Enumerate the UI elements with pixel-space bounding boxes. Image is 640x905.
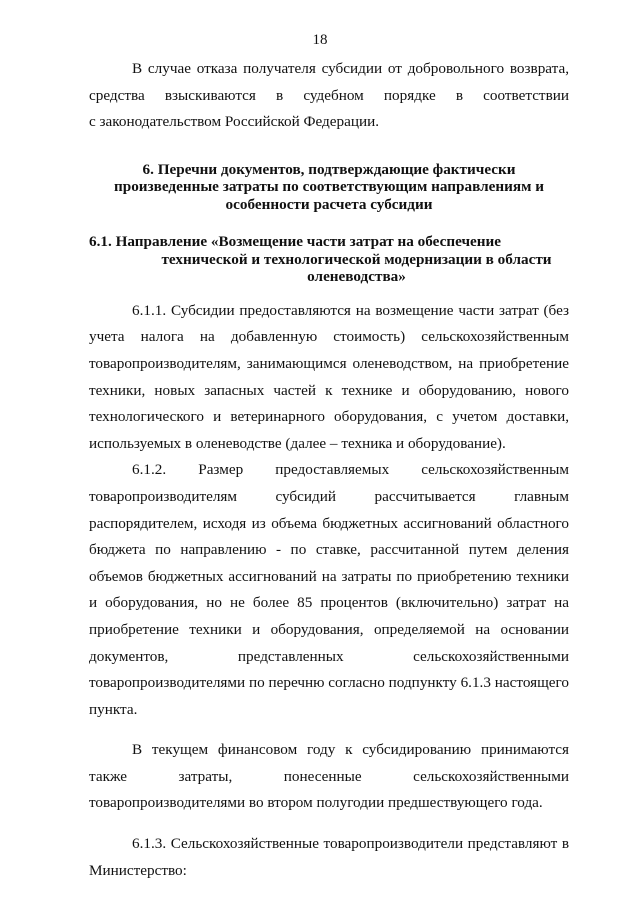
paragraph-6-1-1: 6.1.1. Субсидии предоставляются на возмещение части затрат (без учета налога на добавленную стоимость) сельскохозяйственным товаропроизводителям, занимающимся оленеводством, на приобретение техники, новых запасных частей к технике и оборудованию, нового технологического и ветеринарного оборудования, с учетом доставки, используемых в оленеводстве (далее – техника и оборудование).: [89, 301, 569, 452]
paragraph-refusal-line-2: средства взыскиваются в судебном порядке в соответствии: [89, 86, 569, 104]
section-6-heading: 6. Перечни документов, подтверждающие фактически произведенные затраты по соответствующим направлениям и особенности расчета субсидии: [114, 160, 544, 213]
section-6-1-heading: [89, 233, 569, 286]
paragraph-6-1-2: 6.1.2. Размер предоставляемых сельскохозяйственным товаропроизводителям субсидий рассчитывается главным распорядителем, исходя из объема бюджетных ассигнований областного бюджета по направлению - по ставке, рассчитанной путем деления объемов бюджетных ассигнований на затраты по приобретению техники и оборудования, но не более 85 процентов (включительно) затрат на приобретение техники и оборудования, определяемой на основании документов, представленных сельскохозяйственными товаропроизводителями по перечню согласно подпункту 6.1.3 настоящего пункта.: [89, 461, 569, 718]
page-content: [89, 56, 569, 884]
page-number: 18: [312, 32, 328, 48]
paragraph-refusal-line-3: с законодательством Российской Федерации.: [89, 113, 380, 131]
section-6-1-heading-rest: технической и технологической модернизации в области оленеводства»: [161, 250, 552, 286]
paragraph-6-1-3: 6.1.3. Сельскохозяйственные товаропроизводители представляют в Министерство:: [89, 835, 569, 879]
paragraph-current-year: В текущем финансовом году к субсидированию принимаются также затраты, понесенные сельскохозяйственными товаропроизводителями во втором полугодии предшествующего года.: [89, 741, 569, 812]
section-6-1-heading-line-1: 6.1. Направление «Возмещение части затрат на обеспечение: [89, 233, 501, 251]
paragraph-refusal-line-1: В случае отказа получателя субсидии от добровольного возврата,: [132, 60, 569, 77]
